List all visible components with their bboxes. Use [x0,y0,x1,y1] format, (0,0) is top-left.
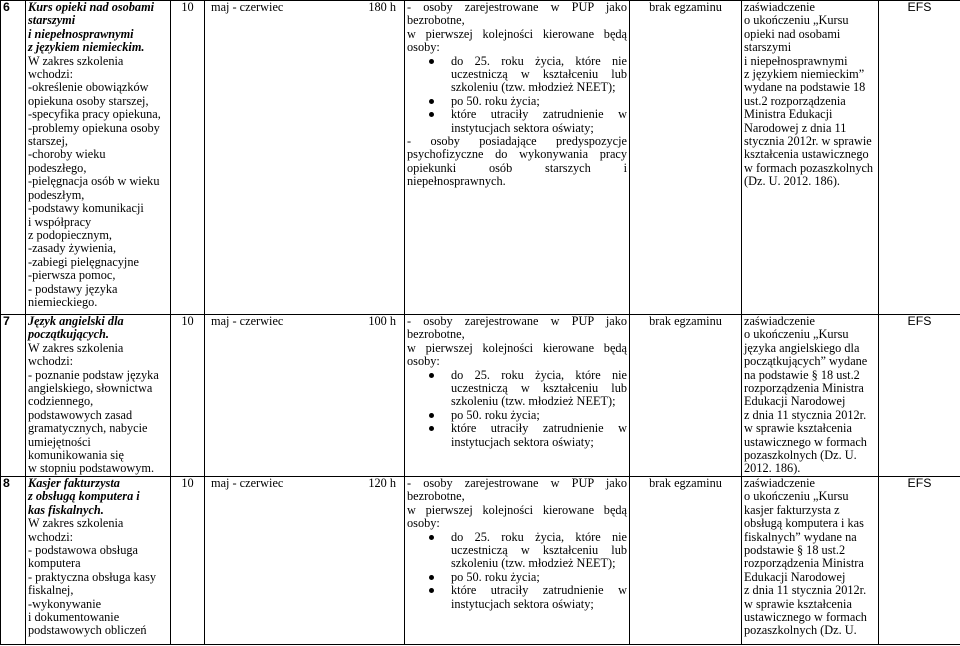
schedule [207,315,402,328]
funding-source: EFS [879,476,960,644]
course-title-line: z obsługą komputera i [28,489,140,504]
course-description-line: -podstawy komunikacji [28,201,144,216]
course-title-line: Język angielski dla [28,314,124,328]
certificate-line: w formach pozaszkolnych [744,160,874,175]
participants-count: 10 [171,1,205,315]
certificate-line: kształcenia ustawicznego [744,147,869,162]
course-description-line: umiejętności [28,434,91,449]
bullet-icon [429,575,434,580]
bullet-icon [429,59,434,64]
funding-source: EFS [879,315,960,477]
target-group-cell [405,315,630,477]
certificate-line: ustawicznego w formach [744,434,867,449]
participants-count: 10 [171,315,205,477]
course-months: maj - czerwiec [211,476,284,490]
list-item [407,369,627,409]
schedule-cell [205,476,405,644]
exam-info: brak egzaminu [630,476,742,644]
certificate-line: rozporządzenia Ministra [744,381,864,396]
schedule [207,1,402,14]
course-title-line: początkujących. [28,327,109,342]
certificate-cell [742,476,879,644]
course-description-line: w stopniu podstawowym. [28,461,155,476]
schedule-cell [205,1,405,315]
list-item-text: które utraciły zatrudnienie w instytucjach sektora oświaty; [451,107,628,135]
certificate-line: ust.2 rozporządzenia [744,93,846,108]
course-description-line: - podstawowa obsługa [28,542,138,557]
course-title-line: kas fiskalnych. [28,502,104,517]
certificate-line: o ukończeniu „Kursu [744,327,849,342]
certificate-line: Ministra Edukacji [744,107,833,122]
course-description-line: -choroby wieku [28,147,106,162]
list-item [407,108,627,135]
list-item-text: do 25. roku życia, które nie uczestniczą w kształceniu lub szkoleniu (tzw. młodzież NEET); [451,529,628,571]
target-group-list [407,531,627,611]
bullet-icon [429,112,434,117]
row-number: 7 [1,315,26,477]
list-item [407,531,627,571]
certificate-line: z językiem niemieckim” [744,67,865,82]
course-description-line: - podstawy języka [28,281,118,296]
course-description-line: -pierwsza pomoc, [28,268,116,283]
bullet-icon [429,588,434,593]
certificate-line: stycznia 2012r. w sprawie [744,134,872,149]
course-months: maj - czerwiec [211,314,284,328]
course-description-line: -specyfika pracy opiekuna, [28,107,161,122]
bullet-icon [429,535,434,540]
course-description-line: i dokumentowanie [28,609,120,624]
course-description-line: -problemy opiekuna osoby [28,120,160,135]
course-description-line: podstawowych obliczeń [28,623,147,638]
list-item [407,95,627,108]
course-cell [26,476,171,644]
bullet-icon [429,99,434,104]
course-description-line: wchodzi: [28,354,74,369]
course-title-line: Kasjer fakturzysta [28,476,120,490]
certificate-line: ustawicznego w formach [744,609,867,624]
course-description-line: -pielęgnacja osób w wieku [28,174,160,189]
table-row [1,1,960,315]
certificate-line: (Dz. U. 2012. 186). [744,174,840,189]
course-description-line: -zabiegi pielęgnacyjne [28,254,139,269]
list-item [407,571,627,584]
course-months: maj - czerwiec [211,0,284,14]
table-row [1,476,960,644]
certificate-line: zaświadczenie [744,0,816,14]
funding-source: EFS [879,1,960,315]
certificate-line: pozaszkolnych (Dz. U. [744,448,857,463]
certificate-line: wydane na podstawie 18 [744,80,866,95]
schedule-cell [205,315,405,477]
course-description-line: podeszłego, [28,160,87,175]
certificate-line: z dnia 11 stycznia 2012r. [744,407,867,422]
course-description-line: -określenie obowiązków [28,80,149,95]
target-group-text: w pierwszej kolejności kierowane będą osoby: [407,502,628,531]
course-description-line: angielskiego, słownictwa [28,381,153,396]
target-group-cell [405,476,630,644]
list-item-text: po 50. roku życia; [451,569,540,584]
certificate-line: starszymi [744,40,792,55]
target-group-list [407,369,627,449]
target-group-text: - osoby posiadające predyspozycje psychofizyczne do wykonywania pracy opiekunki osób starszych i niepełnosprawnych. [407,134,628,189]
certificate-line: zaświadczenie [744,476,816,490]
row-number: 8 [1,476,26,644]
course-description-line: podeszłym, [28,187,85,202]
certificate-line: o ukończeniu „Kursu [744,13,849,28]
course-title-line: z językiem niemieckim. [28,40,145,55]
target-group-cell [405,1,630,315]
list-item-text: które utraciły zatrudnienie w instytucjach sektora oświaty; [451,421,628,449]
course-description-line: W zakres szkolenia [28,53,124,68]
list-item-text: po 50. roku życia; [451,407,540,422]
certificate-line: Edukacji Narodowej [744,394,846,409]
bullet-icon [429,373,434,378]
course-description-line: starszej, [28,134,68,149]
list-item-text: po 50. roku życia; [451,93,540,108]
list-item-text: do 25. roku życia, które nie uczestniczą w kształceniu lub szkoleniu (tzw. młodzież NEET); [451,53,628,95]
course-description-line: niemieckiego. [28,294,98,309]
course-cell [26,1,171,315]
target-group-text: - osoby zarejestrowane w PUP jako bezrobotne, [407,0,628,28]
certificate-line: fiskalnych” wydane na [744,529,857,544]
course-title-line: starszymi [28,13,76,28]
course-description-line: podstawowych zasad [28,407,133,422]
course-description-line: - poznanie podstaw języka [28,367,159,382]
list-item [407,422,627,449]
course-description-line: z podopiecznym, [28,227,113,242]
course-description-line: komputera [28,556,81,571]
certificate-line: i niepełnosprawnymi [744,53,848,68]
certificate-line: obsługą komputera i kas [744,516,864,531]
target-group-text: - osoby zarejestrowane w PUP jako bezrobotne, [407,476,628,504]
exam-info: brak egzaminu [630,315,742,477]
target-group-text: - osoby zarejestrowane w PUP jako bezrobotne, [407,314,628,342]
list-item [407,584,627,611]
certificate-line: w sprawie kształcenia [744,596,852,611]
course-description-line: wchodzi: [28,529,74,544]
bullet-icon [429,413,434,418]
certificate-line: Narodowej z dnia 11 [744,120,847,135]
course-title-line: Kurs opieki nad osobami [28,0,155,14]
certificate-line: pozaszkolnych (Dz. U. [744,623,857,638]
row-number: 6 [1,1,26,315]
course-description-line: W zakres szkolenia [28,340,124,355]
certificate-line: podstawie § 18 ust.2 [744,542,846,557]
target-group-text: w pierwszej kolejności kierowane będą osoby: [407,26,628,55]
certificate-line: początkujących” wydane [744,354,868,369]
course-description-line: i współpracy [28,214,92,229]
course-description-line: - praktyczna obsługa kasy [28,569,157,584]
certificate-line: kasjer fakturzysta z [744,502,840,517]
course-description-line: W zakres szkolenia [28,516,124,531]
schedule [207,477,402,490]
course-description-line: opiekuna osoby starszej, [28,93,149,108]
table-row [1,315,960,477]
certificate-line: 2012. 186). [744,461,801,476]
certificate-line: o ukończeniu „Kursu [744,489,849,504]
course-description-line: komunikowania się [28,448,124,463]
course-hours: 120 h [368,476,397,490]
certificate-line: z dnia 11 stycznia 2012r. [744,583,867,598]
participants-count: 10 [171,476,205,644]
course-description-line: -wykonywanie [28,596,102,611]
target-group-list [407,55,627,135]
course-hours: 180 h [368,0,397,14]
list-item-text: do 25. roku życia, które nie uczestniczą w kształceniu lub szkoleniu (tzw. młodzież NEET); [451,367,628,409]
certificate-cell [742,1,879,315]
certificate-line: w sprawie kształcenia [744,421,852,436]
certificate-line: Edukacji Narodowej [744,569,846,584]
list-item [407,409,627,422]
certificate-line: języka angielskiego dla [744,340,860,355]
course-hours: 100 h [368,314,397,328]
exam-info: brak egzaminu [630,1,742,315]
certificate-line: opieki nad osobami [744,26,841,41]
course-cell [26,315,171,477]
target-group-text: w pierwszej kolejności kierowane będą osoby: [407,340,628,369]
certificate-cell [742,315,879,477]
course-title-line: i niepełnosprawnymi [28,26,134,41]
certificate-line: zaświadczenie [744,314,816,328]
certificate-line: rozporządzenia Ministra [744,556,864,571]
list-item [407,55,627,95]
list-item-text: które utraciły zatrudnienie w instytucjach sektora oświaty; [451,583,628,611]
course-description-line: codziennego, [28,394,94,409]
course-description-line: wchodzi: [28,67,74,82]
bullet-icon [429,426,434,431]
course-description-line: -zasady żywienia, [28,241,117,256]
course-description-line: fiskalnej, [28,583,74,598]
course-description-line: gramatycznych, nabycie [28,421,148,436]
certificate-line: na podstawie § 18 ust.2 [744,367,860,382]
